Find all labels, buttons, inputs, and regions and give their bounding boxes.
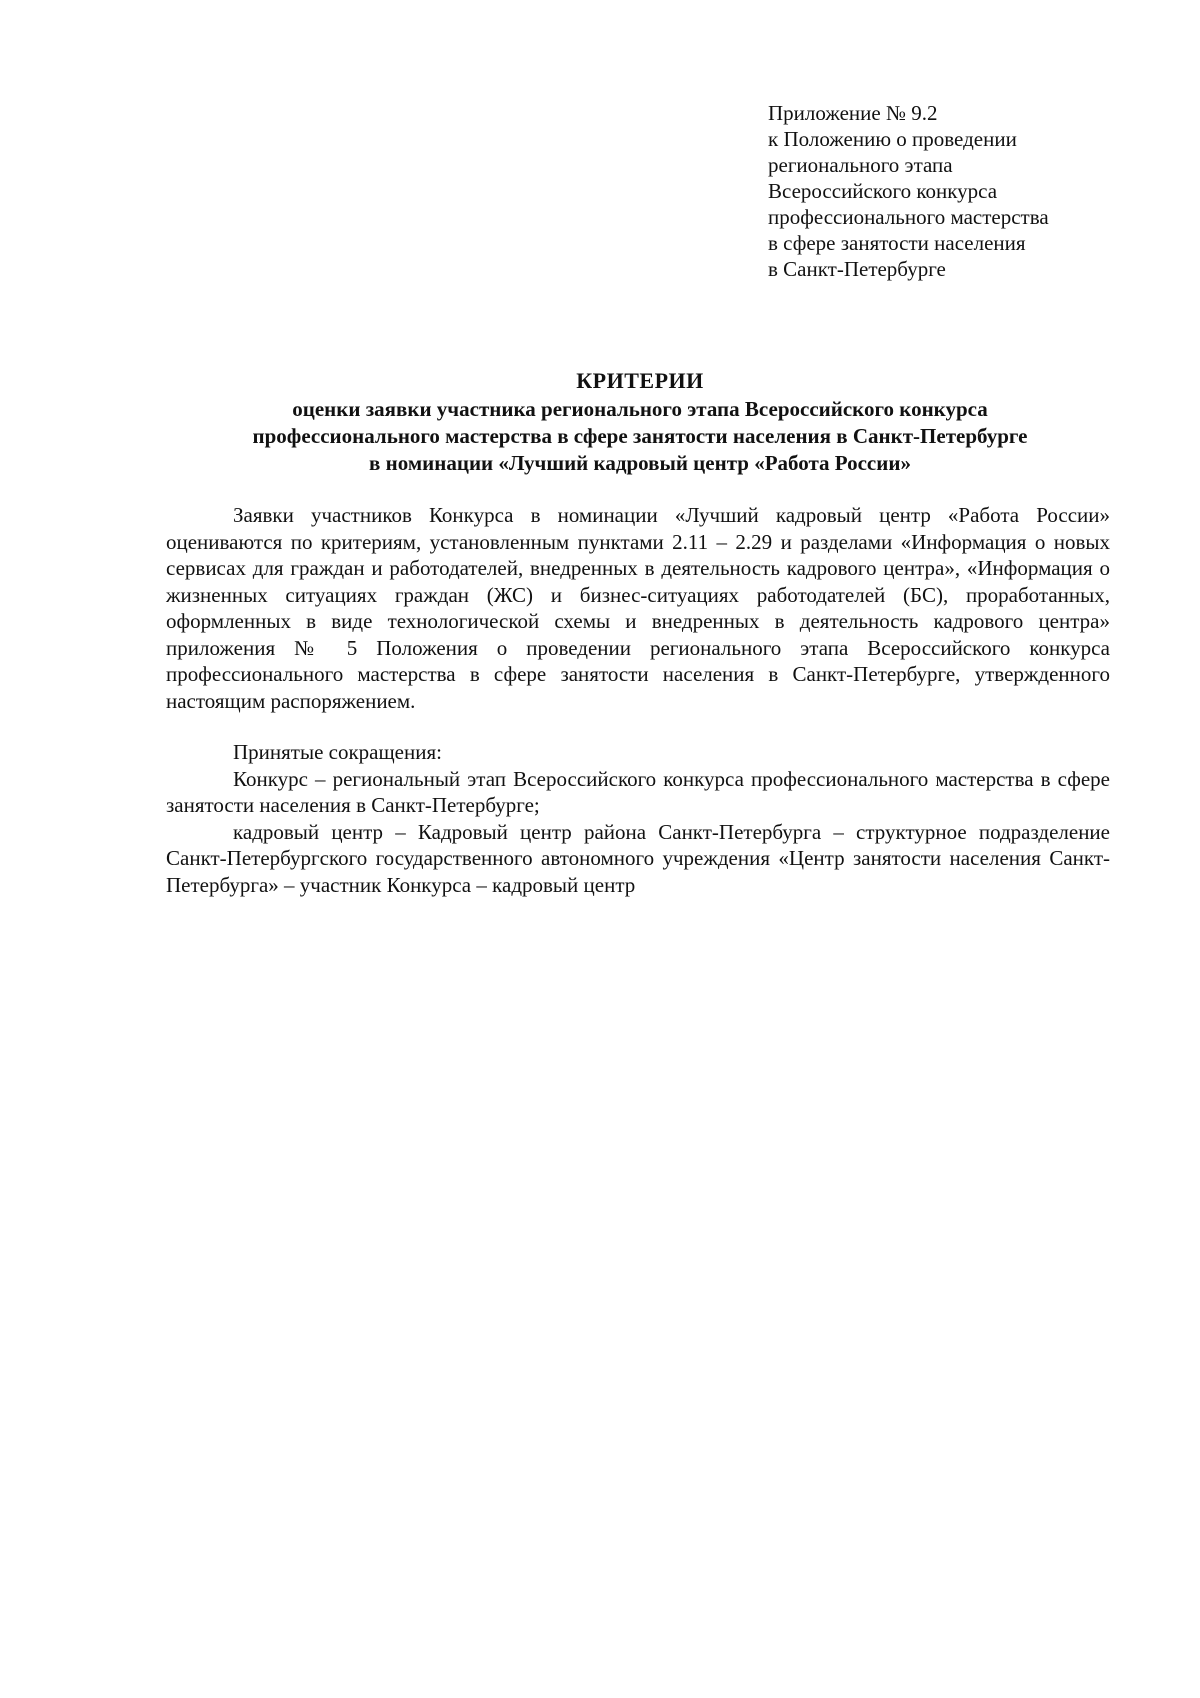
document-heading: КРИТЕРИИ bbox=[576, 368, 704, 393]
document-body bbox=[166, 502, 1110, 898]
appendix-line: профессионального мастерства bbox=[768, 205, 1049, 229]
appendix-line: регионального этапа bbox=[768, 153, 953, 177]
title-line: оценки заявки участника регионального этапа Всероссийского конкурса bbox=[292, 397, 988, 421]
appendix-line: к Положению о проведении bbox=[768, 127, 1017, 151]
appendix-reference bbox=[768, 100, 1168, 282]
appendix-line: Всероссийского конкурса bbox=[768, 179, 998, 203]
appendix-line: в Санкт-Петербурге bbox=[768, 257, 946, 281]
abbreviation-paragraph: кадровый центр – Кадровый центр района Санкт-Петербурга – структурное подразделение Санкт-Петербургского государственного автономного учреждения «Центр занятости населения Санкт-Петербурга» – участник Конкурса – кадровый центр bbox=[166, 819, 1110, 897]
title-line: профессионального мастерства в сфере занятости населения в Санкт-Петербурге bbox=[252, 424, 1028, 448]
appendix-line: Приложение № 9.2 bbox=[768, 101, 938, 125]
intro-paragraph: Заявки участников Конкурса в номинации «Лучший кадровый центр «Работа России» оцениваются по критериям, установленным пунктами 2.11 – 2.29 и разделами «Информация о новых сервисах для граждан и работодателей, внедренных в деятельность кадрового центра», «Информация о жизненных ситуациях граждан (ЖС) и бизнес-ситуациях работодателей (БС), проработанных, оформленных в виде технологической схемы и внедренных в деятельность кадрового центра» приложения № 5 Положения о проведении регионального этапа Всероссийского конкурса профессионального мастерства в сфере занятости населения в Санкт-Петербурге, утвержденного настоящим распоряжением. bbox=[166, 503, 1110, 713]
title-line: в номинации «Лучший кадровый центр «Работа России» bbox=[369, 451, 911, 475]
abbreviations-heading: Принятые сокращения: bbox=[233, 740, 442, 764]
abbreviation-paragraph: Конкурс – региональный этап Всероссийского конкурса профессионального мастерства в сфере занятости населения в Санкт-Петербурге; bbox=[166, 766, 1110, 817]
document-title-block bbox=[150, 367, 1130, 477]
appendix-line: в сфере занятости населения bbox=[768, 231, 1026, 255]
